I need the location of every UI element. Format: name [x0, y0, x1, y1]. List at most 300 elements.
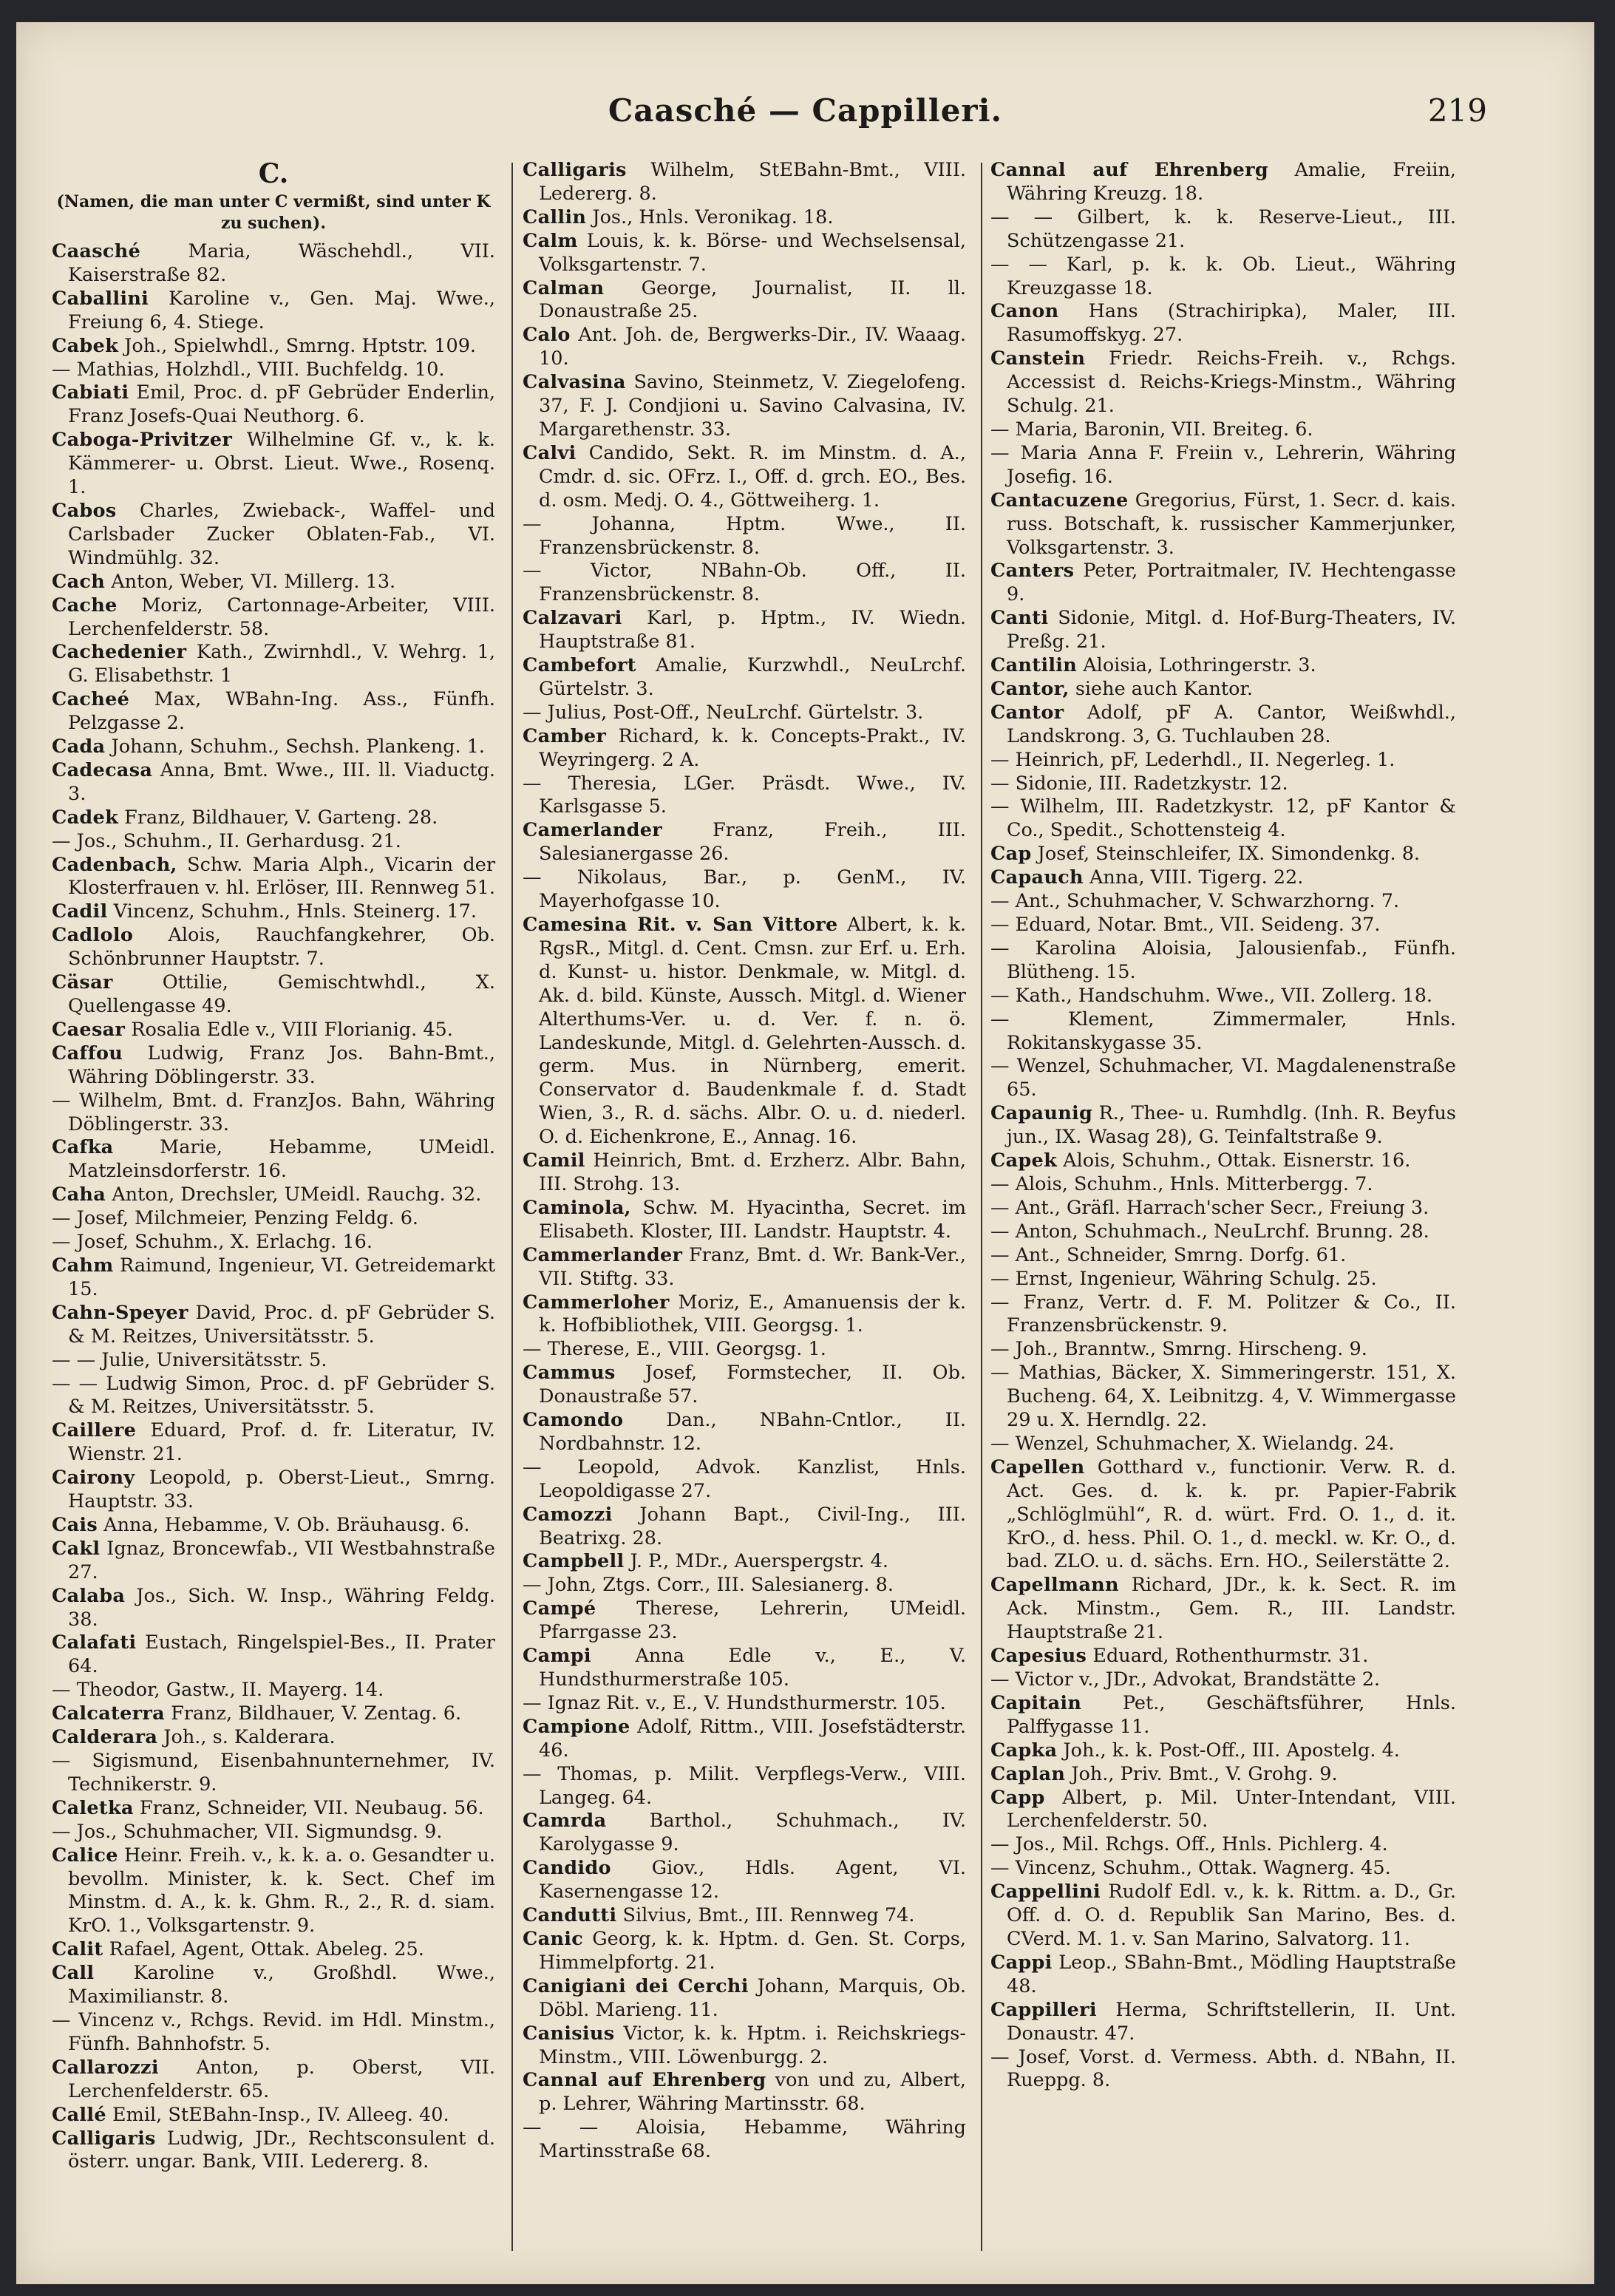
entry-details: — Jos., Mil. Rchgs. Off., Hnls. Pichlerg. 4. — [990, 1833, 1388, 1856]
directory-entry — [990, 347, 1456, 418]
directory-entry — [523, 1857, 966, 1904]
entry-surname: Cappi — [990, 1951, 1053, 1974]
entry-surname: Calvasina — [523, 371, 626, 394]
entry-details: Leop., SBahn-Bmt., Mödling Hauptstraße 48. — [1007, 1951, 1457, 1997]
entry-details: Peter, Portraitmaler, IV. Hechtengasse 9. — [1007, 560, 1456, 606]
directory-entry — [52, 2127, 495, 2175]
entry-surname: Cabiati — [52, 381, 129, 404]
entry-details: — Josef, Schuhm., X. Erlachg. 16. — [52, 1231, 373, 1254]
directory-entry — [523, 1149, 966, 1197]
entry-details: — Jos., Schuhm., II. Gerhardusg. 21. — [52, 829, 401, 852]
entry-details: Maria, Wäschehdl., VII. Kaiserstraße 82. — [68, 240, 495, 286]
entry-details: — — Aloisia, Hebamme, Währing Martinsstraße 68. — [523, 2116, 966, 2163]
directory-entry — [52, 2104, 495, 2127]
entry-details: Ottilie, Gemischtwhdl., X. Quellengasse 49. — [68, 971, 496, 1017]
entry-surname: Capellmann — [990, 1574, 1119, 1597]
directory-entry — [523, 1574, 966, 1597]
directory-entry — [523, 2116, 966, 2164]
entry-details: — Wenzel, Schuhmacher, X. Wielandg. 24. — [990, 1432, 1395, 1455]
directory-entry — [523, 1456, 966, 1504]
entry-details: Georg, k. k. Hptm. d. Gen. St. Corps, Himmelpfortg. 21. — [539, 1927, 966, 1974]
entry-surname: Callin — [523, 206, 587, 228]
entry-details: Giov., Hdls. Agent, VI. Kasernengasse 12. — [539, 1857, 966, 1903]
entry-details: — Therese, E., VIII. Georgsg. 1. — [523, 1338, 826, 1361]
entry-surname: Caballini — [52, 287, 149, 310]
directory-entry — [52, 1844, 495, 1939]
entry-details: Richard, k. k. Concepts-Prakt., IV. Weyringerg. 2 A. — [539, 724, 967, 771]
directory-entry — [523, 1692, 966, 1716]
entry-details: J. P., MDr., Auerspergstr. 4. — [630, 1550, 888, 1573]
directory-entry — [990, 1433, 1456, 1456]
entry-details: — Ant., Schuhmacher, V. Schwarzhorng. 7. — [990, 890, 1400, 913]
entry-surname: Cantilin — [990, 654, 1078, 677]
entry-details: Ludwig, Franz Jos. Bahn-Bmt., Währing Döblingerstr. 33. — [68, 1042, 495, 1088]
entry-surname: Calaba — [52, 1584, 126, 1607]
directory-entry — [52, 594, 495, 642]
directory-entry — [990, 560, 1456, 607]
entry-surname: Campione — [523, 1715, 630, 1738]
entry-surname: Cadil — [52, 900, 108, 923]
entry-details: — Wenzel, Schuhmacher, VI. Magdalenenstraße 65. — [990, 1055, 1456, 1101]
entry-surname: Calvi — [523, 441, 577, 464]
entry-details: Albert, k. k. RgsR., Mitgl. d. Cent. Cmsn. zur Erf. u. Erh. d. Kunst- u. histor. Denkmale, w. Mitgl. d. Ak. d. bild. Künste, Aussch. Mitgl. d. Wiener Alterthums-Ver. u. d. Ver. f. n. ö. Landeskunde, Mitgl. d. Gelehrten-Aussch. d. germ. Mus. in Nürnberg, emerit. Conservator d. Baudenkmale f. d. Stadt Wien, 3., R. d. sächs. Albr. O. u. d. niederl. O. d. Eichenkrone, E., Annag. 16. — [539, 914, 967, 1149]
directory-entry — [523, 1810, 966, 1857]
entry-surname: Campbell — [523, 1550, 625, 1573]
directory-entry — [52, 1136, 495, 1183]
directory-page — [16, 22, 1594, 2284]
entry-details: Herma, Schriftstellerin, II. Unt. Donaustr. 47. — [1007, 1998, 1456, 2045]
entry-details: Anton, Drechsler, UMeidl. Rauchg. 32. — [112, 1183, 482, 1206]
entry-surname: Cadlolo — [52, 924, 134, 947]
entry-surname: Calligaris — [523, 159, 627, 181]
entry-details: Eduard, Rothenthurmstr. 31. — [1092, 1645, 1369, 1668]
entry-details: — Josef, Milchmeier, Penzing Feldg. 6. — [52, 1207, 419, 1230]
page-number: 219 — [1427, 92, 1487, 129]
directory-entry — [52, 381, 495, 429]
directory-entry — [52, 924, 495, 971]
directory-entry — [52, 1631, 495, 1679]
entry-details: Rafael, Agent, Ottak. Abeleg. 25. — [109, 1938, 424, 1961]
entry-details: Jos., Hnls. Veronikag. 18. — [592, 206, 834, 228]
directory-entry — [523, 607, 966, 654]
entry-details: Max, WBahn-Ing. Ass., Fünfh. Pelzgasse 2. — [68, 688, 496, 735]
entry-details: Candido, Sekt. R. im Minstm. d. A., Cmdr. d. sic. OFrz. I., Off. d. grch. EO., Bes. d. osm. Medj. O. 4., Göttweiherg. 1. — [539, 441, 966, 512]
entry-details: Ant. Joh. de, Bergwerks-Dir., IV. Waaag. 10. — [539, 324, 966, 370]
running-head: Caasché — Cappilleri. — [608, 92, 1003, 129]
directory-entry — [990, 654, 1456, 678]
entry-surname: Calzavari — [523, 607, 622, 630]
directory-entry — [990, 702, 1456, 749]
entry-details: Adolf, pF A. Cantor, Weißwhdl., Landskrong. 3, G. Tuchlauben 28. — [1007, 701, 1456, 747]
entry-surname: Cappellini — [990, 1881, 1101, 1903]
entry-details: Schw. Maria Alph., Vicarin der Klosterfrauen v. hl. Erlöser, III. Rennweg 51. — [68, 853, 496, 900]
entry-surname: Camerlander — [523, 819, 662, 842]
entry-details: — Julius, Post-Off., NeuLrchf. Gürtelstr. 3. — [523, 701, 924, 724]
directory-entry — [523, 1409, 966, 1456]
entry-details: Rudolf Edl. v., k. k. Rittm. a. D., Gr. Off. d. O. d. Republik San Marino, Bes. d. CVerd. M. 1. v. San Marino, Salvatorg. 11. — [1007, 1881, 1457, 1950]
entry-surname: Cahm — [52, 1254, 114, 1277]
directory-entry — [523, 772, 966, 820]
directory-entry — [523, 1291, 966, 1339]
directory-entry — [990, 678, 1456, 702]
directory-entry — [990, 1787, 1456, 1834]
entry-details: — Alois, Schuhm., Hnls. Mitterbergg. 7. — [990, 1172, 1373, 1195]
entry-surname: Campé — [523, 1597, 596, 1620]
entry-details: Joh., s. Kalderara. — [163, 1726, 336, 1749]
directory-entry — [990, 1197, 1456, 1220]
directory-entry — [52, 500, 495, 571]
directory-entry — [523, 1197, 966, 1244]
directory-entry — [523, 1597, 966, 1645]
directory-entry — [52, 1962, 495, 2009]
entry-surname: Capellen — [990, 1456, 1085, 1478]
directory-entry — [990, 749, 1456, 772]
entry-details: Johann, Schuhm., Sechsh. Plankeng. 1. — [111, 736, 486, 758]
entry-details: — Thomas, p. Milit. Verpflegs-Verw., VIII. Langeg. 64. — [523, 1762, 966, 1809]
entry-details: Karoline v., Großhdl. Wwe., Maximilianstr. 8. — [68, 1962, 496, 2008]
section-note: (Namen, die man unter C vermißt, sind unter K zu suchen). — [56, 192, 491, 233]
entry-details: Anna, Hebamme, V. Ob. Bräuhausg. 6. — [103, 1513, 470, 1536]
entry-details: — Joh., Branntw., Smrng. Hirscheng. 9. — [990, 1338, 1367, 1361]
entry-surname: Cammerlander — [523, 1243, 683, 1266]
entry-details: Louis, k. k. Börse- und Wechselsensal, Volksgartenstr. 7. — [539, 229, 967, 276]
entry-details: — Wilhelm, III. Radetzkystr. 12, pF Kantor & Co., Spedit., Schottensteig 4. — [990, 795, 1456, 842]
entry-details: Wilhelm, StEBahn-Bmt., VIII. Ledererg. 8. — [539, 159, 966, 205]
entry-surname: Capka — [990, 1739, 1058, 1762]
entry-details: — Theodor, Gastw., II. Mayerg. 14. — [52, 1679, 384, 1702]
entry-surname: Cahn-Speyer — [52, 1301, 188, 1324]
directory-entry — [523, 654, 966, 702]
directory-entry — [52, 1750, 495, 1797]
directory-entry — [523, 725, 966, 772]
entry-surname: Capek — [990, 1149, 1058, 1172]
entry-surname: Cairony — [52, 1467, 135, 1490]
entry-details: David, Proc. d. pF Gebrüder S. & M. Reitzes, Universitätsstr. 5. — [68, 1301, 496, 1348]
entry-details: — Jos., Schuhmacher, VII. Sigmundsg. 9. — [52, 1820, 443, 1843]
entry-details: Ignaz, Broncewfab., VII Westbahnstraße 27. — [68, 1537, 495, 1583]
entry-surname: Camondo — [523, 1409, 624, 1432]
entry-surname: Capitain — [990, 1691, 1082, 1714]
entry-details: Victor, k. k. Hptm. i. Reichskriegs-Minstm., VIII. Löwenburgg. 2. — [539, 2022, 967, 2068]
directory-entry — [523, 1645, 966, 1692]
directory-entry — [990, 914, 1456, 937]
entry-surname: Cadenbach, — [52, 853, 177, 876]
entry-surname: Canti — [990, 607, 1049, 630]
entry-surname: Cadecasa — [52, 758, 153, 781]
entry-surname: Calderara — [52, 1726, 158, 1749]
entry-details: Franz, Bmt. d. Wr. Bank-Ver., VII. Stiftg. 33. — [539, 1243, 966, 1290]
entry-surname: Cais — [52, 1513, 98, 1536]
entry-details: — — Karl, p. k. k. Ob. Lieut., Währing Kreuzgasse 18. — [990, 253, 1456, 299]
entry-surname: Capauch — [990, 866, 1084, 889]
directory-entry — [523, 371, 966, 442]
entry-surname: Camrda — [523, 1810, 607, 1833]
directory-entry — [52, 1349, 495, 1373]
entry-surname: Canters — [990, 560, 1075, 583]
entry-details: — Victor, NBahn-Ob. Off., II. Franzensbrückenstr. 8. — [523, 560, 966, 606]
entry-details: — Maria Anna F. Freiin v., Lehrerin, Währing Josefig. 16. — [990, 441, 1456, 488]
directory-entry — [52, 759, 495, 806]
directory-entry — [523, 819, 966, 866]
directory-entry — [990, 1833, 1456, 1857]
directory-entry — [523, 1362, 966, 1409]
directory-entry — [990, 1220, 1456, 1244]
entry-details: Karoline v., Gen. Maj. Wwe., Freiung 6, 4. Stiege. — [68, 287, 495, 333]
entry-details: Anton, Weber, VI. Millerg. 13. — [111, 570, 396, 593]
entry-details: Amalie, Freiin, Währing Kreuzg. 18. — [1007, 159, 1457, 205]
column-3 — [990, 159, 1456, 2093]
directory-entry — [52, 1585, 495, 1632]
entry-details: Rosalia Edle v., VIII Florianig. 45. — [131, 1018, 453, 1041]
directory-entry — [990, 2046, 1456, 2093]
entry-details: Dan., NBahn-Cntlor., II. Nordbahnstr. 12. — [539, 1409, 966, 1455]
directory-entry — [990, 1881, 1456, 1952]
entry-details: Vincenz, Schuhm., Hnls. Steinerg. 17. — [113, 900, 477, 923]
directory-entry — [52, 429, 495, 500]
entry-surname: Cachedenier — [52, 641, 187, 664]
entry-surname: Cantor — [990, 701, 1064, 724]
section-letter: C. — [258, 158, 289, 189]
entry-details: Gotthard v., functionir. Verw. R. d. Act. Ges. d. k. k. pr. Papier-Fabrik „Schlöglmühl“, R. d. würt. Frd. O. 1., d. it. KrO., d. hess. Phil. O. 1., d. meckl. w. Kr. O., d. bad. ZLO. u. d. sächs. Ern. HO., Seilerstätte 2. — [1007, 1456, 1456, 1573]
directory-entry — [523, 560, 966, 607]
directory-entry — [990, 1102, 1456, 1149]
entry-surname: Calligaris — [52, 2127, 156, 2150]
entry-details: Franz, Bildhauer, V. Zentag. 6. — [171, 1702, 462, 1725]
entry-details: Amalie, Kurzwhdl., NeuLrchf. Gürtelstr. 3. — [539, 654, 966, 700]
directory-entry — [523, 442, 966, 513]
directory-entry — [990, 254, 1456, 301]
entry-surname: Camber — [523, 724, 607, 747]
directory-entry — [990, 1291, 1456, 1339]
entry-surname: Canon — [990, 300, 1059, 323]
directory-entry — [523, 914, 966, 1149]
directory-entry — [52, 830, 495, 854]
entry-details: — Theresia, LGer. Präsdt. Wwe., IV. Karlsgasse 5. — [523, 772, 966, 818]
entry-details: — — Julie, Universitätsstr. 5. — [52, 1348, 327, 1371]
entry-details: Joh., Priv. Bmt., V. Grohg. 9. — [1071, 1762, 1338, 1785]
entry-details: Franz, Freih., III. Salesianergasse 26. — [539, 819, 966, 866]
entry-details: — Mathias, Holzhdl., VIII. Buchfeldg. 10. — [52, 358, 445, 381]
entry-surname: Candutti — [523, 1904, 617, 1927]
entry-details: — Franz, Vertr. d. F. M. Politzer & Co., II. Franzensbrückenstr. 9. — [990, 1291, 1456, 1337]
entry-surname: Cäsar — [52, 971, 113, 994]
entry-details: Therese, Lehrerin, UMeidl. Pfarrgasse 23. — [539, 1597, 966, 1644]
entry-details: Friedr. Reichs-Freih. v., Rchgs. Accessist d. Reichs-Kriegs-Minstm., Währing Schulg. 21. — [1007, 347, 1456, 418]
entry-details: — Sidonie, III. Radetzkystr. 12. — [990, 772, 1288, 795]
entry-details: Karl, p. Hptm., IV. Wiedn. Hauptstraße 81. — [539, 607, 966, 653]
entry-surname: Cammus — [523, 1362, 616, 1385]
directory-entry — [990, 1763, 1456, 1787]
entry-details: Raimund, Ingenieur, VI. Getreidemarkt 15. — [68, 1254, 495, 1300]
entry-details: Anna, VIII. Tigerg. 22. — [1089, 866, 1304, 889]
directory-entry — [52, 2009, 495, 2056]
entry-details: Franz, Schneider, VII. Neubaug. 56. — [139, 1796, 484, 1819]
directory-entry — [990, 1338, 1456, 1362]
directory-entry — [990, 1645, 1456, 1668]
entry-details: — Ernst, Ingenieur, Währing Schulg. 25. — [990, 1267, 1377, 1290]
directory-entry — [990, 442, 1456, 489]
directory-entry — [523, 1763, 966, 1810]
directory-entry — [52, 571, 495, 594]
directory-entry — [52, 1231, 495, 1254]
directory-entry — [52, 854, 495, 901]
directory-entry — [523, 1244, 966, 1291]
entry-details: Barthol., Schuhmach., IV. Karolygasse 9. — [539, 1810, 966, 1856]
entry-details: — Ant., Schneider, Smrng. Dorfg. 61. — [990, 1243, 1347, 1266]
directory-entry — [990, 1055, 1456, 1102]
directory-entry — [990, 772, 1456, 796]
entry-surname: Calafati — [52, 1631, 137, 1654]
entry-details: Kath., Zwirnhdl., V. Wehrg. 1, G. Elisabethstr. 1 — [68, 641, 495, 687]
entry-surname: Cannal auf Ehrenberg — [990, 159, 1269, 181]
directory-entry — [523, 159, 966, 206]
entry-surname: Calo — [523, 324, 571, 347]
entry-details: — Victor v., JDr., Advokat, Brandstätte 2. — [990, 1668, 1381, 1691]
directory-entry — [523, 324, 966, 371]
entry-details: — Klement, Zimmermaler, Hnls. Rokitanskygasse 35. — [990, 1008, 1456, 1054]
directory-entry — [52, 1373, 495, 1420]
entry-details: Sidonie, Mitgl. d. Hof-Burg-Theaters, IV. Preßg. 21. — [1007, 607, 1456, 653]
entry-surname: Cache — [52, 594, 118, 617]
directory-entry — [523, 2069, 966, 2116]
entry-details: — John, Ztgs. Corr., III. Salesianerg. 8. — [523, 1574, 894, 1597]
directory-entry — [52, 688, 495, 736]
directory-entry — [52, 1302, 495, 1349]
directory-entry — [52, 1821, 495, 1844]
directory-entry — [990, 1149, 1456, 1173]
entry-surname: Cada — [52, 736, 106, 758]
entry-details: — Sigismund, Eisenbahnunternehmer, IV. Technikerstr. 9. — [52, 1750, 495, 1796]
directory-entry — [523, 206, 966, 230]
directory-entry — [52, 1702, 495, 1726]
entry-details: Heinr. Freih. v., k. k. a. o. Gesandter u. bevollm. Minister, k. k. Sect. Chef im Minstm. d. A., k. k. Ghm. R., 2., R. d. siam. KrO. 1., Volksgartenstr. 9. — [68, 1844, 496, 1937]
entry-surname: Caillere — [52, 1419, 137, 1442]
entry-details: Silvius, Bmt., III. Rennweg 74. — [622, 1904, 915, 1927]
entry-details: — Leopold, Advok. Kanzlist, Hnls. Leopoldigasse 27. — [523, 1456, 966, 1502]
entry-details: Adolf, Rittm., VIII. Josefstädterstr. 46. — [539, 1715, 966, 1762]
entry-details: Josef, Steinschleifer, IX. Simondenkg. 8. — [1037, 843, 1421, 866]
directory-entry — [52, 1207, 495, 1231]
directory-entry — [990, 159, 1456, 206]
entry-surname: Cambefort — [523, 654, 636, 677]
directory-entry — [523, 1716, 966, 1763]
directory-entry — [990, 300, 1456, 347]
directory-entry — [52, 1042, 495, 1090]
entry-surname: Caplan — [990, 1762, 1066, 1785]
directory-entry — [990, 1668, 1456, 1692]
entry-details: Eustach, Ringelspiel-Bes., II. Prater 64. — [68, 1631, 495, 1678]
entry-surname: Callé — [52, 2103, 106, 2126]
directory-entry — [52, 971, 495, 1019]
entry-surname: Canstein — [990, 347, 1086, 370]
entry-surname: Capesius — [990, 1645, 1087, 1668]
directory-entry — [523, 230, 966, 277]
entry-details: Hans (Strachiripka), Maler, III. Rasumoffskyg. 27. — [1007, 300, 1456, 347]
directory-entry — [52, 2056, 495, 2104]
entry-surname: Calit — [52, 1938, 103, 1961]
directory-entry — [52, 1679, 495, 1702]
entry-details: — Maria, Baronin, VII. Breiteg. 6. — [990, 418, 1313, 441]
entry-surname: Cabek — [52, 334, 119, 357]
entry-surname: Caha — [52, 1183, 106, 1206]
entry-details: — Josef, Vorst. d. Vermess. Abth. d. NBahn, II. Rueppg. 8. — [990, 2045, 1456, 2092]
entry-surname: Capp — [990, 1786, 1045, 1809]
entry-surname: Callarozzi — [52, 2056, 159, 2079]
entry-surname: Cantor, — [990, 677, 1070, 700]
entry-surname: Calm — [523, 229, 578, 252]
entry-details: R., Thee- u. Rumhdlg. (Inh. R. Beyfus jun., IX. Wasag 28), G. Teinfaltstraße 9. — [1007, 1102, 1456, 1149]
entry-details: Franz, Bildhauer, V. Garteng. 28. — [124, 806, 438, 829]
entry-details: Alois, Schuhm., Ottak. Eisnerstr. 16. — [1063, 1149, 1411, 1172]
entry-surname: Candido — [523, 1857, 611, 1880]
directory-entry — [990, 1692, 1456, 1739]
entry-details: Alois, Rauchfangkehrer, Ob. Schönbrunner Hauptstr. 7. — [68, 924, 496, 971]
directory-entry — [990, 607, 1456, 654]
entry-details: — Ignaz Rit. v., E., V. Hundsthurmerstr. 105. — [523, 1691, 946, 1714]
entry-surname: Cakl — [52, 1537, 101, 1560]
entry-surname: Cach — [52, 570, 106, 593]
entry-surname: Caesar — [52, 1018, 126, 1041]
entry-details: Moriz, E., Amanuensis der k. k. Hofbibliothek, VIII. Georgsg. 1. — [539, 1291, 966, 1337]
directory-entry — [990, 1952, 1456, 1999]
entry-details: Emil, Proc. d. pF Gebrüder Enderlin, Franz Josefs-Quai Neuthorg. 6. — [68, 381, 495, 428]
entry-surname: Cantacuzene — [990, 489, 1129, 512]
entry-details: — Johanna, Hptm. Wwe., II. Franzensbrückenstr. 8. — [523, 512, 966, 559]
entry-details: — Vincenz, Schuhm., Ottak. Wagnerg. 45. — [990, 1857, 1391, 1880]
entry-surname: Cacheé — [52, 688, 130, 711]
directory-entry — [990, 1999, 1456, 2046]
directory-entry — [52, 240, 495, 288]
directory-entry — [990, 1574, 1456, 1645]
directory-entry — [52, 1514, 495, 1538]
directory-entry — [52, 359, 495, 382]
directory-entry — [52, 1726, 495, 1750]
entry-details: Aloisia, Lothringerstr. 3. — [1083, 654, 1316, 677]
directory-entry — [52, 641, 495, 688]
directory-entry — [990, 1268, 1456, 1291]
entry-details: — Wilhelm, Bmt. d. FranzJos. Bahn, Währing Döblingerstr. 33. — [52, 1089, 495, 1135]
column-divider — [981, 163, 982, 2251]
directory-entry — [523, 1504, 966, 1551]
entry-details: Anna Edle v., E., V. Hundsthurmerstraße 105. — [539, 1645, 966, 1691]
entry-details: Charles, Zwieback-, Waffel- und Carlsbader Zucker Oblaten-Fab., VI. Windmühlg. 32. — [68, 499, 495, 569]
entry-details: — Anton, Schuhmach., NeuLrchf. Brunng. 28. — [990, 1220, 1429, 1243]
column-2 — [523, 159, 966, 2164]
directory-entry — [52, 1183, 495, 1207]
page-header — [16, 92, 1594, 144]
directory-entry — [523, 1975, 966, 2022]
entry-details: — — Ludwig Simon, Proc. d. pF Gebrüder S. & M. Reitzes, Universitätsstr. 5. — [52, 1372, 495, 1419]
directory-entry — [990, 1456, 1456, 1575]
entry-surname: Cannal auf Ehrenberg — [523, 2069, 766, 2092]
directory-entry — [990, 1008, 1456, 1056]
entry-details: Anton, p. Oberst, VII. Lerchenfelderstr. 65. — [68, 2056, 495, 2102]
directory-entry — [52, 1019, 495, 1042]
directory-entry — [990, 1857, 1456, 1881]
entry-details: Josef, Formstecher, II. Ob. Donaustraße 57. — [539, 1362, 966, 1408]
entry-surname: Calice — [52, 1844, 118, 1867]
entry-surname: Canigiani dei Cerchi — [523, 1974, 749, 1997]
directory-entry — [52, 736, 495, 759]
directory-entry — [990, 985, 1456, 1008]
entry-details: Wilhelmine Gf. v., k. k. Kämmerer- u. Obrst. Lieut. Wwe., Rosenq. 1. — [68, 429, 495, 499]
entry-details: Ludwig, JDr., Rechtsconsulent d. österr. ungar. Bank, VIII. Ledererg. 8. — [68, 2127, 495, 2173]
directory-entry — [523, 702, 966, 725]
entry-surname: Caffou — [52, 1042, 123, 1064]
entry-surname: Caboga-Privitzer — [52, 429, 233, 452]
entry-details: — Mathias, Bäcker, X. Simmeringerstr. 151, X. Bucheng. 64, X. Leibnitzg. 4, V. Wimmergasse 29 u. X. Herndlg. 22. — [990, 1362, 1456, 1432]
directory-entry — [52, 288, 495, 335]
